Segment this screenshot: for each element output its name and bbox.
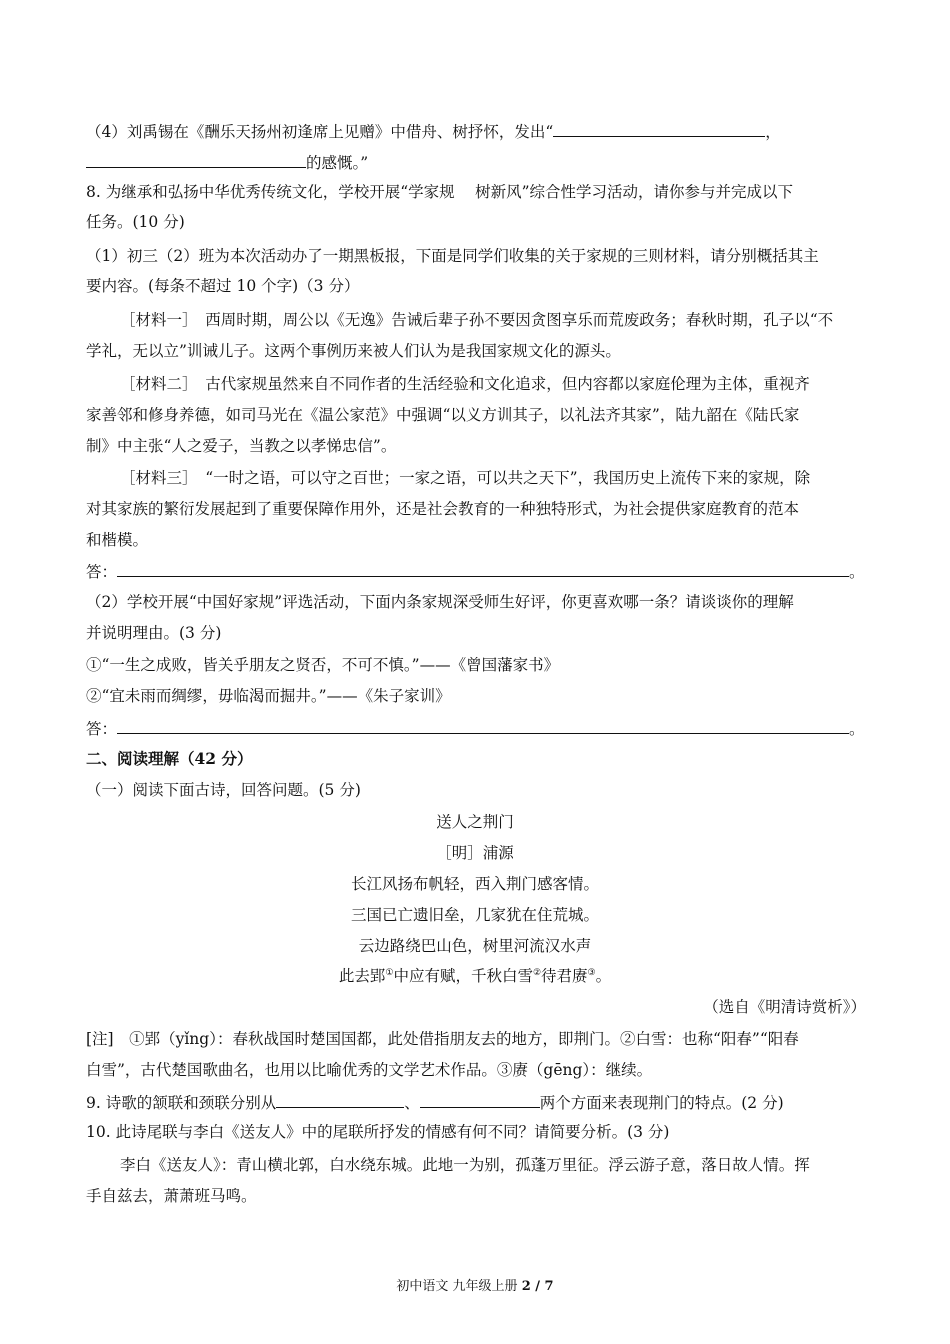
q7-4-blank-2[interactable] xyxy=(86,151,306,168)
q10-line1: 10. 此诗尾联与李白《送友人》中的尾联所抒发的情感有何不同？请简要分析。(3 分) xyxy=(86,1123,670,1141)
poem-line-3: 云边路绕巴山色，树里河流汉水声 xyxy=(358,937,592,955)
q8-line2: 任务。(10 分) xyxy=(86,213,185,231)
material1-line2: 学礼，无以立”训诫儿子。这两个事例历来被人们认为是我国家规文化的源头。 xyxy=(86,342,621,360)
q8-sub1-line1: （1）初三（2）班为本次活动办了一期黑板报，下面是同学们收集的关于家规的三则材料，请分别概括其主 xyxy=(86,247,819,265)
q8-line1: 8. 为继承和弘扬中华优秀传统文化，学校开展“学家规 树新风”综合性学习活动，请你参与并完成以下 xyxy=(86,183,793,201)
q7-4-line1: （4）刘禹锡在《酬乐天扬州初逢席上见赠》中借舟、树抒怀，发出“ ， xyxy=(86,120,781,142)
material2-line3: 制》中主张“人之爱子，当教之以孝悌忠信”。 xyxy=(86,437,397,455)
q9-blank-2[interactable] xyxy=(420,1091,540,1108)
page-number: 2 / 7 xyxy=(521,1279,554,1294)
poem-line-2: 三国已亡遗旧垒，几家犹在住荒城。 xyxy=(350,906,599,924)
material2-line2: 家善邻和修身养德，如司马光在《温公家范》中强调“以义方训其子，以礼法齐其家”，陆九韶在《陆氏家 xyxy=(86,406,800,424)
page-footer: 初中语文 九年级上册 2 / 7 xyxy=(396,1279,554,1294)
poem-source: （选自《明清诗赏析》） xyxy=(703,998,866,1016)
material1-line1: ［材料一］ 西周时期，周公以《无逸》告诫后辈子孙不要因贪图享乐而荒废政务；春秋时期，孔子以“不 xyxy=(120,311,834,329)
q9-blank-1[interactable] xyxy=(276,1091,404,1108)
material3-line1: ［材料三］ “一时之语，可以守之百世；一家之语，可以共之天下”，我国历史上流传下来的家规，除 xyxy=(120,469,811,487)
answer-blank-1[interactable] xyxy=(117,560,849,577)
reading-part1-intro: （一）阅读下面古诗，回答问题。(5 分) xyxy=(86,781,361,799)
q8-sub2-line1: （2）学校开展“中国好家规”评选活动，下面内条家规深受师生好评，你更喜欢哪一条？请谈谈你的理解 xyxy=(86,593,794,611)
poem-line-1: 长江风扬布帆轻，西入荆门感客情。 xyxy=(350,875,599,893)
q7-4-blank-1[interactable] xyxy=(553,120,765,137)
q10-poem-line2: 手自兹去，萧萧班马鸣。 xyxy=(86,1187,257,1205)
note-mark-1: ① xyxy=(385,967,394,978)
q10-poem-line1: 李白《送友人》：青山横北郭，白水绕东城。此地一为别，孤蓬万里征。浮云游子意，落日故人情。挥 xyxy=(120,1156,810,1174)
answer-line-2: 答： 。 xyxy=(86,717,865,739)
note-mark-3: ③ xyxy=(587,967,596,978)
material3-line3: 和楷模。 xyxy=(86,531,149,549)
q8-sub2-line2: 并说明理由。(3 分) xyxy=(86,624,222,642)
family-rule-1: ①“一生之成败，皆关乎朋友之贤否，不可不慎。”——《曾国藩家书》 xyxy=(86,656,560,674)
family-rule-2: ②“宜未雨而绸缪，毋临渴而掘井。”——《朱子家训》 xyxy=(86,687,451,705)
poem-author: ［明］浦源 xyxy=(436,844,514,862)
answer-blank-2[interactable] xyxy=(117,717,849,734)
q7-4-line2: 的感慨。” xyxy=(86,151,368,173)
poem-line-4: 此去郢①中应有赋，千秋白雪②待君赓③。 xyxy=(338,967,612,985)
material2-line1: ［材料二］ 古代家规虽然来自不同作者的生活经验和文化追求，但内容都以家庭伦理为主体，重视齐 xyxy=(120,375,810,393)
note-mark-2: ② xyxy=(532,967,542,978)
material3-line2: 对其家族的繁衍发展起到了重要保障作用外，还是社会教育的一种独特形式，为社会提供家庭教育的范本 xyxy=(86,500,800,518)
section-heading: 二、阅读理解（42 分） xyxy=(86,749,253,768)
notes-line-2: 白雪”，古代楚国歌曲名，也用以比喻优秀的文学艺术作品。③赓（gēng）：继续。 xyxy=(86,1061,653,1079)
q8-sub1-line2: 要内容。(每条不超过 10 个字)（3 分） xyxy=(86,277,360,295)
q9: 9. 诗歌的颔联和颈联分别从 、 两个方面来表现荆门的特点。(2 分) xyxy=(86,1091,784,1113)
notes-line-1: [注] ①郢（yǐng）：春秋战国时楚国国都，此处借指朋友去的地方，即荆门。②白雪：也称“阳春”“阳春 xyxy=(86,1030,799,1048)
poem-title: 送人之荆门 xyxy=(436,813,514,831)
answer-line-1: 答： 。 xyxy=(86,560,865,582)
